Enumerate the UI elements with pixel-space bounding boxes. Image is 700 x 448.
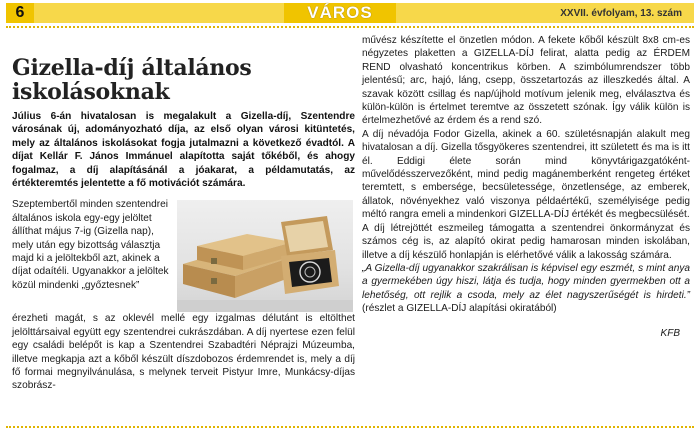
quote-source: (részlet a GIZELLA-DÍJ alapítási okiratából) [362,303,557,315]
left-column [12,34,355,414]
right-body-text-1: művész készítette el önzetlen módon. A fekete kőből készült 8x8 cm-es négyzetes plaketten a GIZELLA-DÍJ felirat, alatta pedig az ÉRDEM REND olvasható koncentrikus körben. A szimbólumrendszer több jelentésű; arc, hajó, láng, csepp, összetartozás az illeszkedés által. A szavak között csillag és nap/újhold motívum jelenik meg, elválasztva és külön-külön is értelmet teremtve az összetett szónak. Így válik külön is értelmezhetővé az érdem és a rend szó. [362,35,690,127]
float-paragraph: Szeptembertől minden szentendrei általános iskola egy-egy jelöltet állíthat május 7-ig (Gizella nap), mely után egy bizottság választja majd ki a jelöltekből azt, akinek a díjat odaítéli. Ugyanakkor a jelöltek közül mindenki „győztesnek” [12,199,169,291]
right-body-text-3: A díj létrejöttét eszmeileg támogatta a szentendrei önkormányzat és számos cég is, az alapító okirat pedig hamarosan minden iskolában, illetve a díj készülő honlapján is elérhetővé válik a lakosság számára. [362,222,690,261]
page-number: 6 [6,3,34,23]
top-dotted-rule [6,26,694,28]
award-box-illustration [177,200,353,312]
right-column [362,34,690,414]
issue-label: XXVII. évfolyam, 13. szám [560,8,682,19]
article-lead: Július 6-án hivatalosan is megalakult a Gizella-díj, Szentendre városának új, adományozható díja, az első olyan városi kitüntetés, mely az általános iskolásokat fogja jutalmazni a következő évadtól. A díjat Kellár F. János Immánuel alapította saját tőkéből, és ahogy fogalmaz, a díj alapításánál a jóakarat, a példamutatás, az értékteremtés jelentette a fő motivációt számára. [12,111,355,190]
header-band-left [34,3,284,23]
section-title: VÁROS [284,3,396,23]
quote-text: „A Gizella-díj ugyanakkor szakrálisan is képvisel egy eszmét, s mint anya a gyermekében úgy hiszi, látja és tudja, hogy minden gyermekben ott a lehetőség, ott rejlik a csoda, mely az élet nagyszerűségét is hirdeti.” [362,262,690,301]
page-header [0,0,700,30]
photo-row [12,198,355,312]
left-body-text: érezheti magát, s az oklevél mellé egy izgalmas délutánt is eltölthet jelölttársaival együtt egy szentendrei cukrászdában. A díj nyertese ezen felül egy családi belépőt is kap a Szentendrei Szabadtéri Néprajzi Múzeumba, illetve megkapja azt a kőből készült díszdobozos érdemrendet is, mely a díj fő formai megnyilvánulása, s melynek terveit Pistyur Imre, Munkácsy-díjas szobrász- [12,313,355,392]
founding-quote [362,262,690,316]
article-title: Gizella-díj általános iskolásoknak [12,55,252,105]
header-band-right [396,3,694,23]
right-body-text-2: A díj névadója Fodor Gizella, akinek a 60. születésnapján alakult meg hivatalosan a díj. Gizella tősgyökeres szentendrei, itt született és ma is itt él. Eddigi élete során mind könyvtárigazgatóként-művelődésszervezőként, mind pedig magánemberként rengeteg értéket teremtett, s embersége, becsületessége, önzetlensége, az emberek, állatok, növényekhez való viszonya példaértékű, személyisége pedig méltó rangra emeli a mindenkori GIZELLA-DÍJ értékét és megbecsülését. [362,128,690,221]
bottom-dotted-rule [6,426,694,428]
award-box-photo [177,200,353,312]
author-signature: KFB [660,327,680,339]
